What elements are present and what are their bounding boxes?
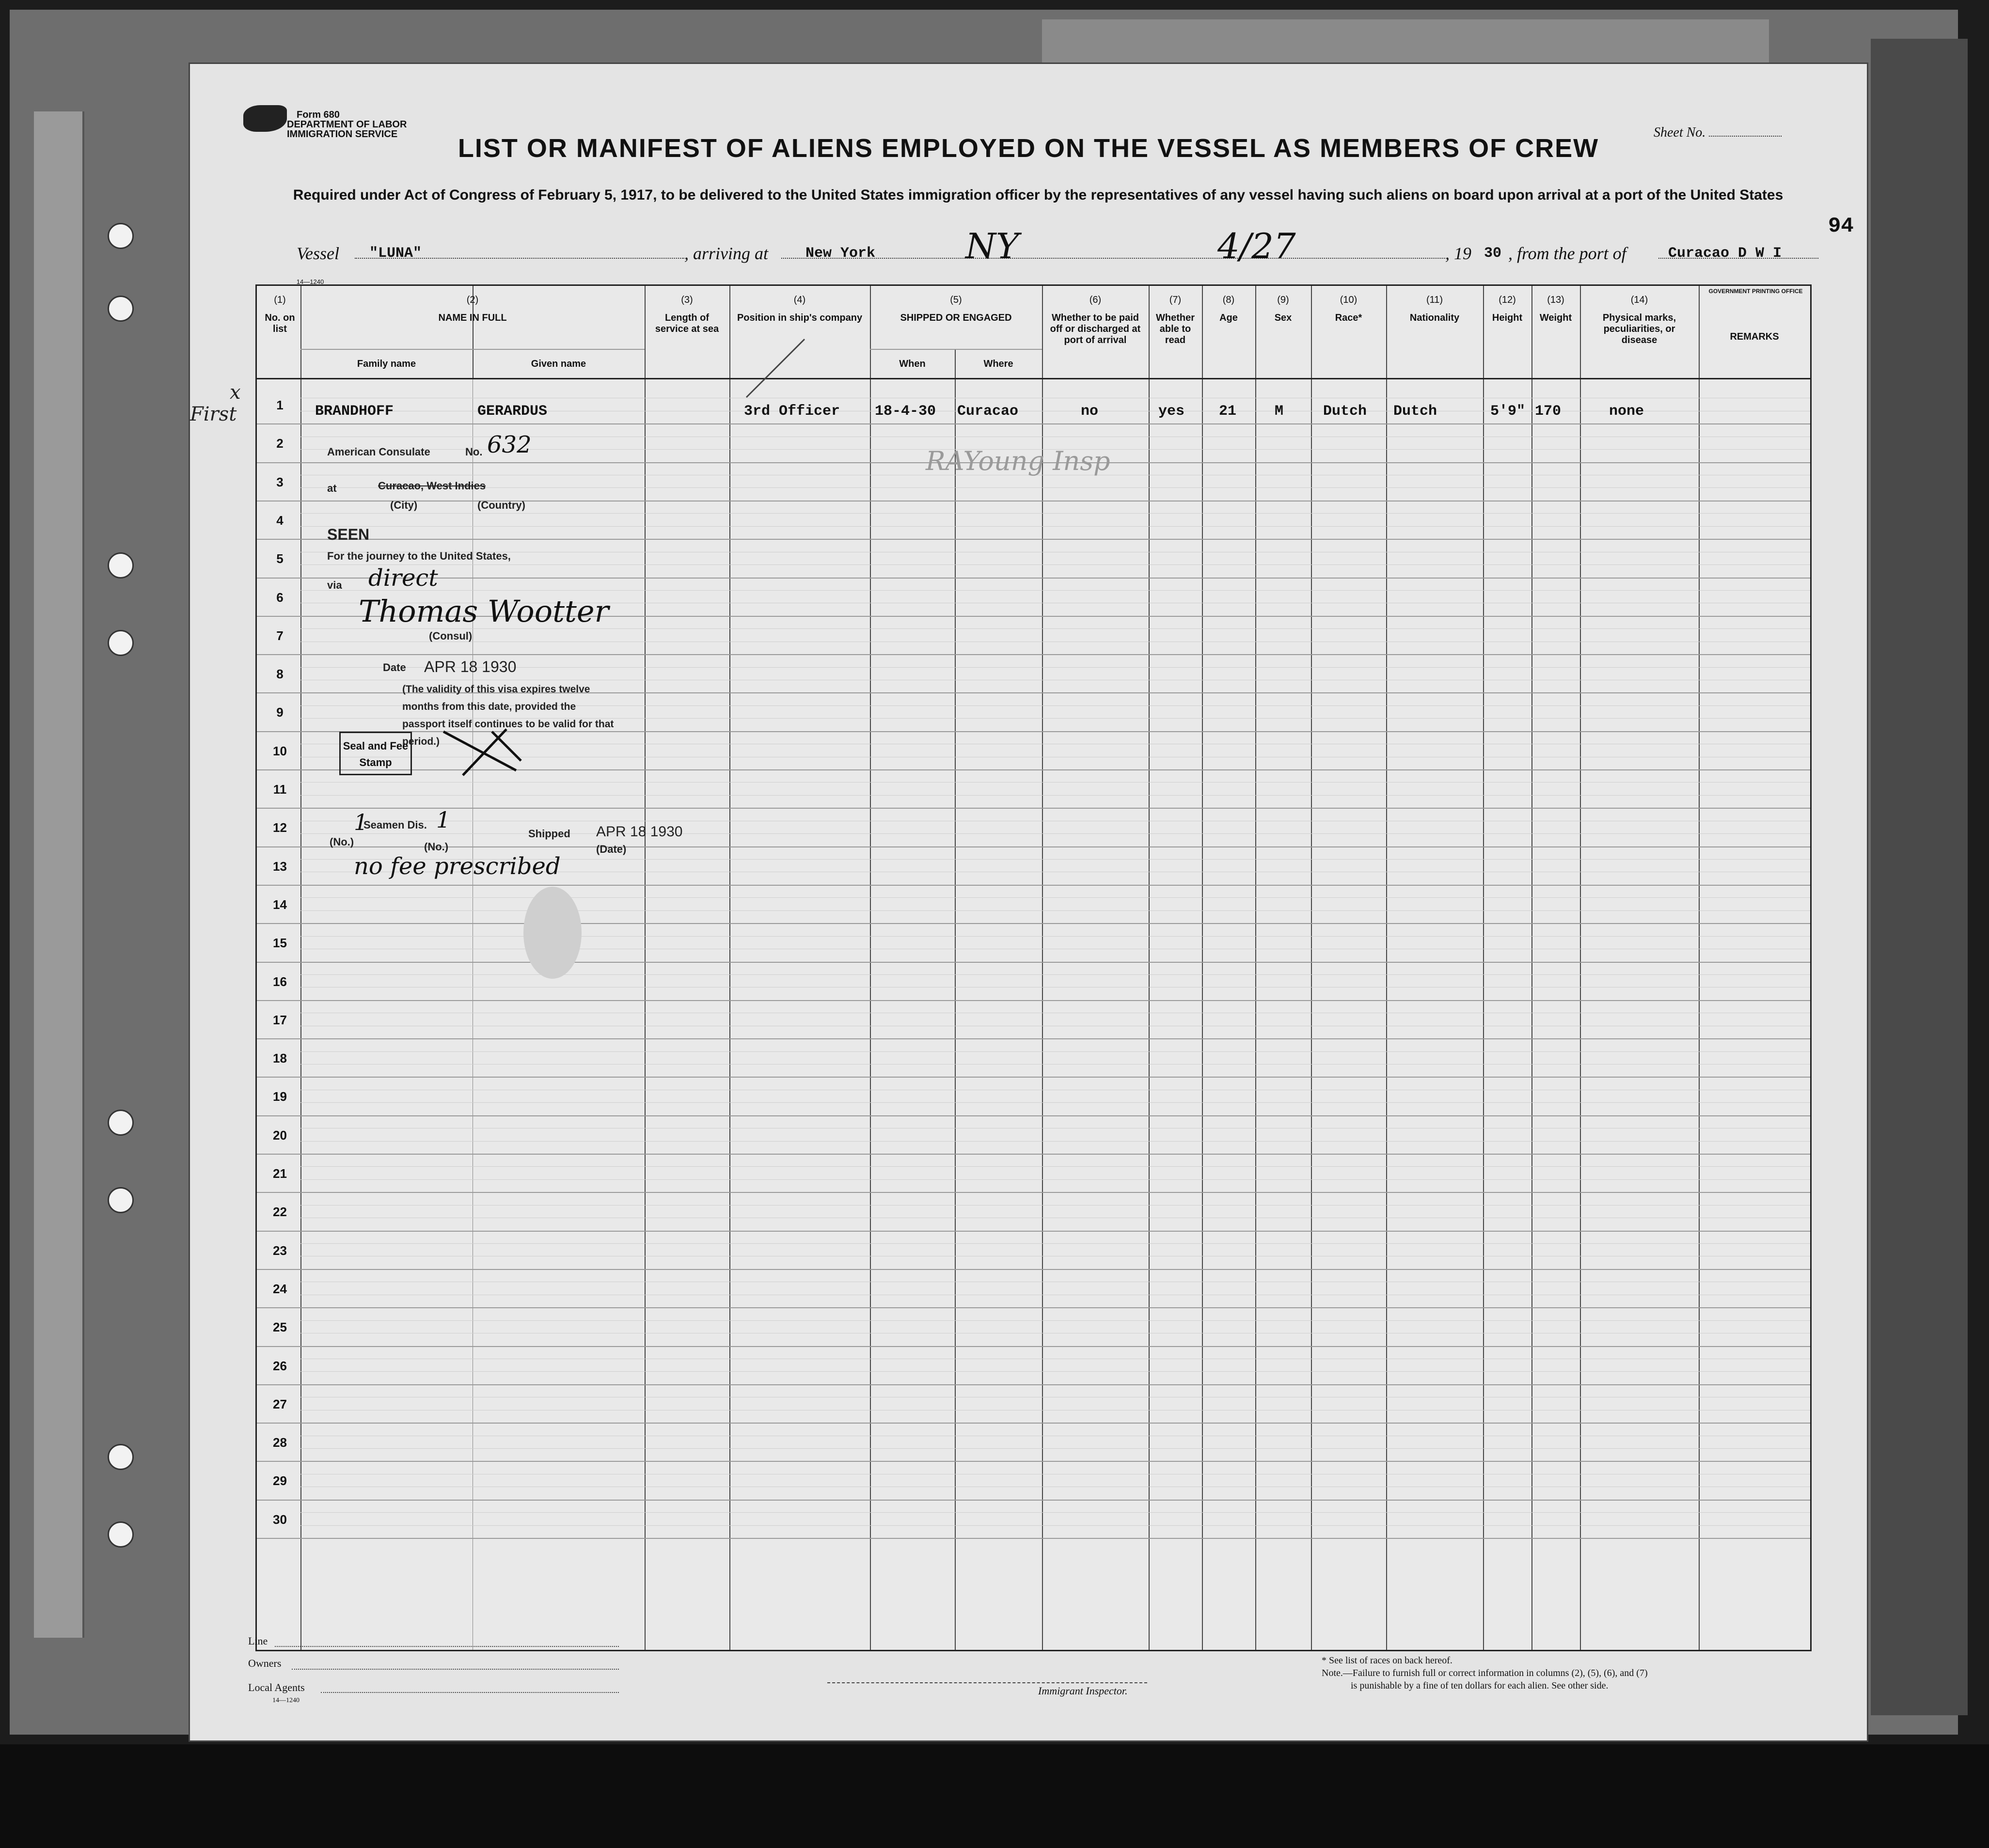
footnote-races: * See list of races on back hereof. bbox=[1322, 1655, 1452, 1666]
code-top: 14—1240 bbox=[296, 278, 324, 285]
seamen-dis-label: Seamen Dis. bbox=[363, 819, 427, 831]
visa-no-value: 632 bbox=[487, 431, 532, 458]
header-num: (3) bbox=[681, 295, 693, 305]
date-handwritten: 4/27 bbox=[1217, 226, 1296, 266]
column-divider bbox=[1580, 286, 1581, 1650]
year-value: 30 bbox=[1484, 245, 1502, 262]
row-line bbox=[257, 1269, 1810, 1270]
seen-label: SEEN bbox=[327, 526, 370, 543]
seal-fee-stamp: Seal and Fee Stamp bbox=[339, 732, 412, 775]
column-divider bbox=[729, 286, 730, 1650]
header-label: Race* bbox=[1335, 313, 1362, 323]
row-number: 6 bbox=[276, 590, 284, 605]
row-subline bbox=[300, 1205, 1810, 1206]
header-num: (1) bbox=[274, 295, 286, 305]
header-physical-marks bbox=[1585, 295, 1694, 346]
header-position bbox=[737, 295, 863, 324]
column-divider bbox=[1149, 286, 1150, 1650]
header-race bbox=[1311, 295, 1386, 324]
row-line bbox=[257, 1384, 1810, 1385]
punch-hole-icon bbox=[108, 223, 134, 249]
row-number: 3 bbox=[276, 474, 284, 489]
row-line bbox=[257, 1154, 1810, 1155]
header-where: Where bbox=[983, 359, 1013, 369]
row-line bbox=[257, 1192, 1810, 1193]
column-divider bbox=[1255, 286, 1256, 1650]
row-line bbox=[257, 1115, 1810, 1116]
header-label: Length of service at sea bbox=[655, 313, 719, 334]
cell-when: 18-4-30 bbox=[875, 403, 936, 420]
row-subline bbox=[300, 1179, 1810, 1180]
agents-field bbox=[321, 1692, 619, 1693]
row-number: 26 bbox=[273, 1358, 287, 1373]
cell-given-name: GERARDUS bbox=[477, 403, 548, 420]
header-no-on-list bbox=[259, 295, 300, 335]
row-number: 28 bbox=[273, 1435, 287, 1450]
header-num: (10) bbox=[1340, 295, 1358, 305]
journey-label: For the journey to the United States, bbox=[327, 550, 511, 562]
header-remarks: REMARKS bbox=[1730, 331, 1779, 342]
header-age bbox=[1202, 295, 1255, 324]
seamen-no1-label: (No.) bbox=[330, 836, 354, 848]
row-number: 18 bbox=[273, 1051, 287, 1066]
vessel-name: "LUNA" bbox=[369, 245, 422, 262]
seamen-no1-hand: 1 bbox=[354, 809, 368, 835]
header-nationality bbox=[1386, 295, 1483, 324]
row-line bbox=[257, 578, 1810, 579]
cell-position: 3rd Officer bbox=[744, 403, 840, 420]
visa-city: Curacao, West Indies bbox=[378, 480, 486, 492]
punch-hole-icon bbox=[108, 296, 134, 322]
seamen-no2-hand: 1 bbox=[436, 807, 451, 833]
vessel-label: Vessel bbox=[297, 244, 339, 263]
header-label: Height bbox=[1492, 313, 1523, 323]
row-number: 8 bbox=[276, 667, 284, 682]
column-divider bbox=[1042, 286, 1043, 1650]
row-number: 23 bbox=[273, 1243, 287, 1258]
gpo-label: GOVERNMENT PRINTING OFFICE bbox=[1708, 288, 1803, 295]
header-label: NAME IN FULL bbox=[438, 313, 507, 323]
form-no-text: Form 680 bbox=[297, 110, 340, 120]
row-line bbox=[257, 1038, 1810, 1039]
header-bottom bbox=[257, 378, 1810, 379]
column-divider bbox=[1483, 286, 1484, 1650]
header-weight bbox=[1531, 295, 1580, 324]
binder-shadow bbox=[1871, 39, 1968, 1715]
row-number: 11 bbox=[273, 782, 287, 797]
cell-paid-off: no bbox=[1081, 403, 1099, 420]
via-value: direct bbox=[368, 564, 438, 592]
row-line bbox=[257, 654, 1810, 655]
cell-nationality: Dutch bbox=[1393, 403, 1437, 420]
row-subline bbox=[300, 1448, 1810, 1449]
row-number: 21 bbox=[273, 1166, 287, 1181]
row-subline bbox=[300, 487, 1810, 488]
row-number: 5 bbox=[276, 551, 284, 566]
agents-code: 14—1240 bbox=[272, 1697, 300, 1704]
column-divider bbox=[1202, 286, 1203, 1650]
row-number: 13 bbox=[273, 859, 287, 874]
header-label: No. on list bbox=[265, 313, 295, 334]
manifest-sheet bbox=[190, 64, 1867, 1740]
row-subline bbox=[300, 1243, 1810, 1244]
header-label: Whether able to read bbox=[1156, 313, 1195, 345]
header-when: When bbox=[899, 359, 926, 369]
header-label: Physical marks, peculiarities, or disease bbox=[1602, 313, 1676, 345]
stain bbox=[523, 887, 582, 979]
row-line bbox=[257, 1423, 1810, 1424]
cell-race: Dutch bbox=[1323, 403, 1367, 420]
row-number: 4 bbox=[276, 513, 284, 528]
column-divider bbox=[1531, 286, 1532, 1650]
inspector-line bbox=[827, 1682, 1147, 1683]
header-paid-off bbox=[1044, 295, 1146, 346]
row-number: 15 bbox=[273, 936, 287, 951]
header-label: SHIPPED OR ENGAGED bbox=[900, 313, 1012, 323]
row-line bbox=[257, 1231, 1810, 1232]
cell-able-to-read: yes bbox=[1158, 403, 1185, 420]
row-number: 22 bbox=[273, 1205, 287, 1220]
row-number: 12 bbox=[273, 820, 287, 835]
header-num: (9) bbox=[1277, 295, 1289, 305]
header-num: (5) bbox=[950, 295, 962, 305]
row-line bbox=[257, 808, 1810, 809]
arriving-label: , arriving at bbox=[684, 244, 769, 263]
country-label: (Country) bbox=[477, 499, 525, 511]
row-number: 17 bbox=[273, 1012, 287, 1027]
row-number: 14 bbox=[273, 897, 287, 912]
inspector-label: Immigrant Inspector. bbox=[1038, 1685, 1128, 1697]
row-subline bbox=[300, 1141, 1810, 1142]
cell-age: 21 bbox=[1219, 403, 1237, 420]
row-subline bbox=[300, 1512, 1810, 1513]
owners-label: Owners bbox=[248, 1657, 282, 1669]
row-number: 27 bbox=[273, 1396, 287, 1411]
arriving-dotline bbox=[781, 243, 1445, 259]
row-number: 9 bbox=[276, 705, 284, 720]
year-prefix: , 19 bbox=[1445, 244, 1471, 263]
line-field bbox=[275, 1646, 619, 1647]
row-subline bbox=[300, 1064, 1810, 1065]
row-subline bbox=[300, 795, 1810, 796]
row-subline bbox=[300, 974, 1810, 975]
fee-note: no fee prescribed bbox=[354, 853, 561, 880]
shipped-date: APR 18 1930 bbox=[596, 824, 683, 840]
row-subline bbox=[300, 1102, 1810, 1103]
row-line bbox=[257, 1077, 1810, 1078]
row-line bbox=[257, 1346, 1810, 1347]
visa-no-label: No. bbox=[465, 446, 483, 458]
at-label: at bbox=[327, 482, 337, 494]
row-number: 2 bbox=[276, 436, 284, 451]
cell-marks: none bbox=[1609, 403, 1644, 420]
service-text: IMMIGRATION SERVICE bbox=[287, 129, 398, 140]
line-label: Line bbox=[248, 1635, 268, 1647]
row-number: 19 bbox=[273, 1089, 287, 1104]
row-line bbox=[257, 1307, 1810, 1308]
row-subline bbox=[300, 1525, 1810, 1526]
row-number: 1 bbox=[276, 398, 284, 412]
background-tab bbox=[1042, 19, 1769, 65]
row-line bbox=[257, 1538, 1810, 1539]
row-number: 24 bbox=[273, 1281, 287, 1296]
row-subline bbox=[300, 564, 1810, 565]
x-mark: x bbox=[230, 381, 241, 404]
page-number: 94 bbox=[1828, 214, 1854, 238]
shipped-date-label: (Date) bbox=[596, 843, 627, 855]
row-number: 16 bbox=[273, 974, 287, 989]
row-subline bbox=[300, 1166, 1810, 1167]
cell-sex: M bbox=[1275, 403, 1284, 420]
row-line bbox=[257, 885, 1810, 886]
row-subline bbox=[300, 1320, 1810, 1321]
row-number: 29 bbox=[273, 1473, 287, 1488]
header-height bbox=[1483, 295, 1531, 324]
row-subline bbox=[300, 1371, 1810, 1372]
header-name-in-full bbox=[300, 295, 645, 324]
consul-signature: Thomas Wootter bbox=[359, 594, 609, 629]
row-line bbox=[257, 539, 1810, 540]
punch-hole-icon bbox=[108, 630, 134, 656]
seamen-no2-label: (No.) bbox=[424, 841, 449, 853]
header-shipped-engaged bbox=[870, 295, 1042, 324]
from-port: Curacao D W I bbox=[1668, 245, 1782, 262]
column-divider bbox=[955, 349, 956, 1650]
row-line bbox=[257, 1461, 1810, 1462]
column-divider bbox=[1311, 286, 1312, 1650]
consulate-label: American Consulate bbox=[327, 446, 430, 458]
crew-table bbox=[255, 278, 1812, 1651]
arriving-port: New York bbox=[805, 245, 876, 262]
row-line bbox=[257, 1500, 1810, 1501]
punch-hole-icon bbox=[108, 1187, 134, 1213]
cell-where: Curacao bbox=[957, 403, 1019, 420]
city-label: (City) bbox=[390, 499, 418, 511]
header-num: (6) bbox=[1089, 295, 1102, 305]
header-label: Age bbox=[1219, 313, 1238, 323]
header-num: (8) bbox=[1222, 295, 1235, 305]
via-label: via bbox=[327, 579, 342, 591]
shipped-label: Shipped bbox=[528, 828, 570, 840]
row-number: 10 bbox=[273, 743, 287, 758]
header-num: (14) bbox=[1630, 295, 1648, 305]
row-subline bbox=[300, 513, 1810, 514]
column-divider bbox=[645, 286, 646, 1650]
row-line bbox=[257, 423, 1810, 424]
x-mark-icon bbox=[434, 717, 531, 785]
consul-label: (Consul) bbox=[429, 630, 473, 642]
cell-height: 5'9" bbox=[1490, 403, 1526, 420]
row-subline bbox=[300, 526, 1810, 527]
cell-family-name: BRANDHOFF bbox=[315, 403, 394, 420]
visa-date: APR 18 1930 bbox=[424, 658, 517, 675]
row-line bbox=[257, 1000, 1810, 1001]
agents-label: Local Agents bbox=[248, 1681, 305, 1693]
row-number: 25 bbox=[273, 1320, 287, 1335]
row-subline bbox=[300, 833, 1810, 834]
owners-field bbox=[292, 1669, 619, 1670]
punch-hole-icon bbox=[108, 1521, 134, 1548]
row-number: 7 bbox=[276, 628, 284, 643]
footnote-note: Note.—Failure to furnish full or correct information in columns (2), (5), (6), and (7) bbox=[1322, 1668, 1648, 1678]
inspector-signature: RAYoung Insp bbox=[926, 446, 1110, 476]
sheet-no-label: Sheet No. bbox=[1654, 125, 1706, 140]
header-num: (7) bbox=[1169, 295, 1182, 305]
header-subdivider bbox=[870, 349, 1042, 350]
bottom-border bbox=[0, 1744, 1989, 1848]
cell-weight: 170 bbox=[1535, 403, 1562, 420]
back-page-strip bbox=[34, 111, 84, 1638]
header-given-name: Given name bbox=[531, 359, 586, 369]
punch-hole-icon bbox=[108, 1444, 134, 1470]
row-subline bbox=[300, 897, 1810, 898]
row-subline bbox=[300, 1051, 1810, 1052]
stamp-mark-icon bbox=[243, 105, 287, 132]
visa-validity-text: (The validity of this visa expires twelve months from this date, provided the passport itself continues to be valid for that period.) bbox=[402, 684, 614, 747]
header-num: (11) bbox=[1426, 295, 1443, 305]
department-text: DEPARTMENT OF LABOR bbox=[287, 119, 407, 130]
header-label: Position in ship's company bbox=[737, 313, 863, 323]
row-number: 30 bbox=[273, 1512, 287, 1527]
footnote-fine: is punishable by a fine of ten dollars for each alien. See other side. bbox=[1351, 1680, 1609, 1691]
punch-hole-icon bbox=[108, 1110, 134, 1136]
header-num: (2) bbox=[466, 295, 479, 305]
header-label: Nationality bbox=[1409, 313, 1460, 323]
header-able-to-read bbox=[1150, 295, 1201, 346]
header-family-name: Family name bbox=[357, 359, 416, 369]
header-num: (13) bbox=[1547, 295, 1564, 305]
column-divider bbox=[1699, 286, 1700, 1650]
header-label: Whether to be paid off or discharged at port of arrival bbox=[1050, 313, 1141, 345]
form-subtitle: Required under Act of Congress of February 5, 1917, to be delivered to the United States immigration officer by the representatives of any vessel having such aliens on board upon arrival at a port of the United States bbox=[293, 187, 1784, 203]
header-label: Weight bbox=[1539, 313, 1572, 323]
row-line bbox=[257, 846, 1810, 847]
row-number: 20 bbox=[273, 1128, 287, 1143]
punch-hole-icon bbox=[108, 552, 134, 579]
header-subdivider bbox=[300, 349, 645, 350]
header-length-service bbox=[647, 295, 727, 335]
arriving-handwritten: NY bbox=[965, 226, 1019, 266]
row-subline bbox=[300, 590, 1810, 591]
first-mark: First bbox=[190, 403, 237, 425]
header-num: (4) bbox=[793, 295, 806, 305]
row-line bbox=[257, 923, 1810, 924]
form-title: LIST OR MANIFEST OF ALIENS EMPLOYED ON THE VESSEL AS MEMBERS OF CREW bbox=[458, 134, 1599, 163]
header-label: Sex bbox=[1274, 313, 1292, 323]
row-line bbox=[257, 962, 1810, 963]
header-sex bbox=[1255, 295, 1311, 324]
column-divider bbox=[1386, 286, 1387, 1650]
position-slash-icon bbox=[742, 337, 809, 400]
row-subline bbox=[300, 667, 1810, 668]
from-label: , from the port of bbox=[1508, 244, 1626, 263]
header-num: (12) bbox=[1499, 295, 1516, 305]
column-divider bbox=[870, 286, 871, 1650]
date-label: Date bbox=[383, 661, 406, 673]
